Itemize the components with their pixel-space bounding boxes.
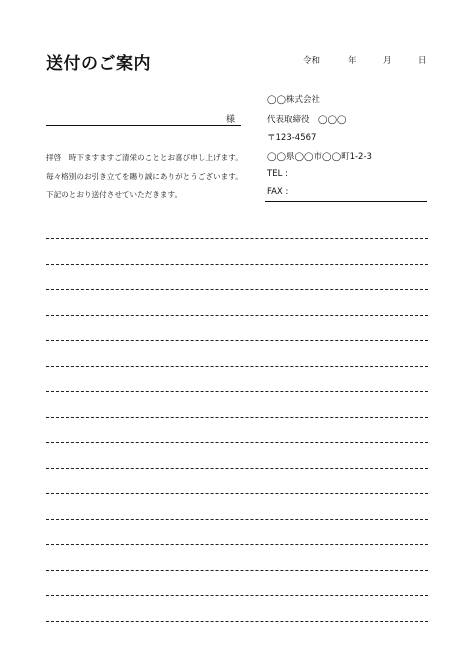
dashed-line [46, 595, 428, 596]
dashed-line [46, 366, 428, 367]
dashed-line [46, 519, 428, 520]
sender-underline [265, 201, 427, 202]
dashed-line [46, 570, 428, 571]
sender-address: ◯◯県◯◯市◯◯町1-2-3 [267, 152, 372, 162]
dashed-line [46, 417, 428, 418]
sender-representative: 代表取締役 ◯◯◯ [267, 115, 347, 125]
greeting-line: 毎々格別のお引き立てを賜り誠にありがとうございます。 [46, 172, 243, 181]
sender-postal: 〒123-4567 [267, 133, 317, 143]
greeting-line: 拝啓 時下ますますご清栄のこととお喜び申し上げます。 [46, 153, 243, 162]
dashed-line [46, 264, 428, 265]
dashed-line [46, 493, 428, 494]
greeting-line: 下記のとおり送付させていただきます。 [46, 190, 183, 199]
date-month: 月 [383, 56, 392, 66]
date-day: 日 [418, 56, 427, 66]
dashed-line [46, 391, 428, 392]
sender-fax: FAX : [267, 187, 289, 197]
dashed-line [46, 289, 428, 290]
date-era: 令和 [303, 56, 321, 66]
recipient-line [46, 125, 241, 126]
dashed-line [46, 340, 428, 341]
sender-company: ◯◯株式会社 [267, 95, 321, 105]
dashed-line [46, 442, 428, 443]
recipient-honorific: 様 [226, 115, 236, 125]
dashed-line [46, 544, 428, 545]
page-title: 送付のご案内 [46, 54, 151, 74]
date-year: 年 [348, 56, 357, 66]
dashed-line [46, 315, 428, 316]
dashed-line [46, 621, 428, 622]
sender-tel: TEL : [267, 169, 288, 179]
dashed-line [46, 238, 428, 239]
dashed-line [46, 468, 428, 469]
